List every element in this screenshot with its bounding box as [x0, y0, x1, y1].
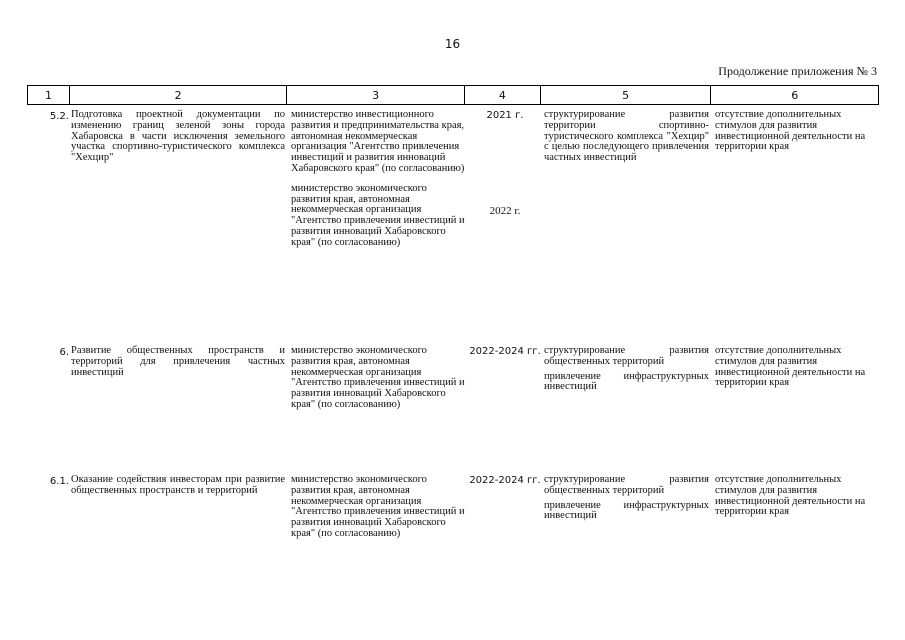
executor-secondary: министерство экономического развития края, автономная некоммерческая организация "Агентство привлечения инвестиций и развития инноваций Хабаровского края" (по согласованию) [291, 182, 465, 248]
result-text: структурирование развития территории спортивно-туристического комплекса "Хехцир" с целью последующего привлечения частных инвестиций [544, 109, 709, 164]
page-number: 16 [444, 37, 461, 51]
year-primary: 2022-2024 гг. [469, 346, 541, 357]
indicator-text: отсутствие дополнительных стимулов для развития инвестиционной деятельности на территории края [715, 474, 866, 518]
year-cell [469, 110, 541, 217]
header-cell-3: 3 [287, 86, 465, 104]
executor-text [291, 110, 469, 249]
header-cell-1: 1 [28, 86, 70, 104]
row-number: 5.2. [49, 111, 69, 122]
indicator-text: отсутствие дополнительных стимулов для развития инвестиционной деятельности на территории края [715, 109, 866, 153]
year-cell [469, 346, 541, 357]
header-cell-6: 6 [791, 88, 799, 102]
header-cell-2: 2 [70, 86, 287, 104]
executor-text: министерство экономического развития края, автономная некоммерческая организация "Агентство привлечения инвестиций и развития инноваций Хабаровского края" (по согласованию) [291, 474, 465, 539]
executor-primary: министерство инвестиционного развития и предпринимательства края, автономная некоммерческая организация "Агентство привлечения инвестиций и развития инноваций Хабаровского края" (по согласованию) [291, 109, 465, 174]
header-cell-4: 4 [465, 86, 541, 104]
activity-text: Оказание содействия инвесторам при развитие общественных пространств и территорий [71, 474, 285, 496]
row-number: 6. [59, 347, 69, 358]
continuation-note: Продолжение приложения № 3 [718, 64, 877, 78]
year-primary: 2021 г. [486, 110, 524, 121]
activity-text: Развитие общественных пространств и территорий для привлечения частных инвестиций [71, 345, 285, 378]
result-secondary: привлечение инфраструктурных инвестиций [544, 370, 709, 393]
table-header [27, 85, 879, 105]
result-primary: структурирование развития общественных территорий [544, 474, 709, 496]
row-number: 6.1. [49, 476, 69, 487]
year-cell [469, 475, 541, 486]
year-secondary: 2022 г. [489, 205, 521, 217]
year-primary: 2022-2024 гг. [469, 475, 541, 486]
result-secondary: привлечение инфраструктурных инвестиций [544, 499, 709, 522]
result-primary: структурирование развития общественных территорий [544, 345, 709, 367]
executor-text: министерство экономического развития края, автономная некоммерческая организация "Агентство привлечения инвестиций и развития инноваций Хабаровского края" (по согласованию) [291, 345, 465, 410]
indicator-text: отсутствие дополнительных стимулов для развития инвестиционной деятельности на территории края [715, 345, 866, 389]
result-text [544, 475, 709, 522]
header-cell-5: 5 [541, 86, 712, 104]
result-text [544, 346, 709, 393]
activity-text: Подготовка проектной документации по изменению границ зеленой зоны города Хабаровска в части исключения земельного участка спортивно-туристического комплекса "Хехцир" [71, 109, 285, 164]
